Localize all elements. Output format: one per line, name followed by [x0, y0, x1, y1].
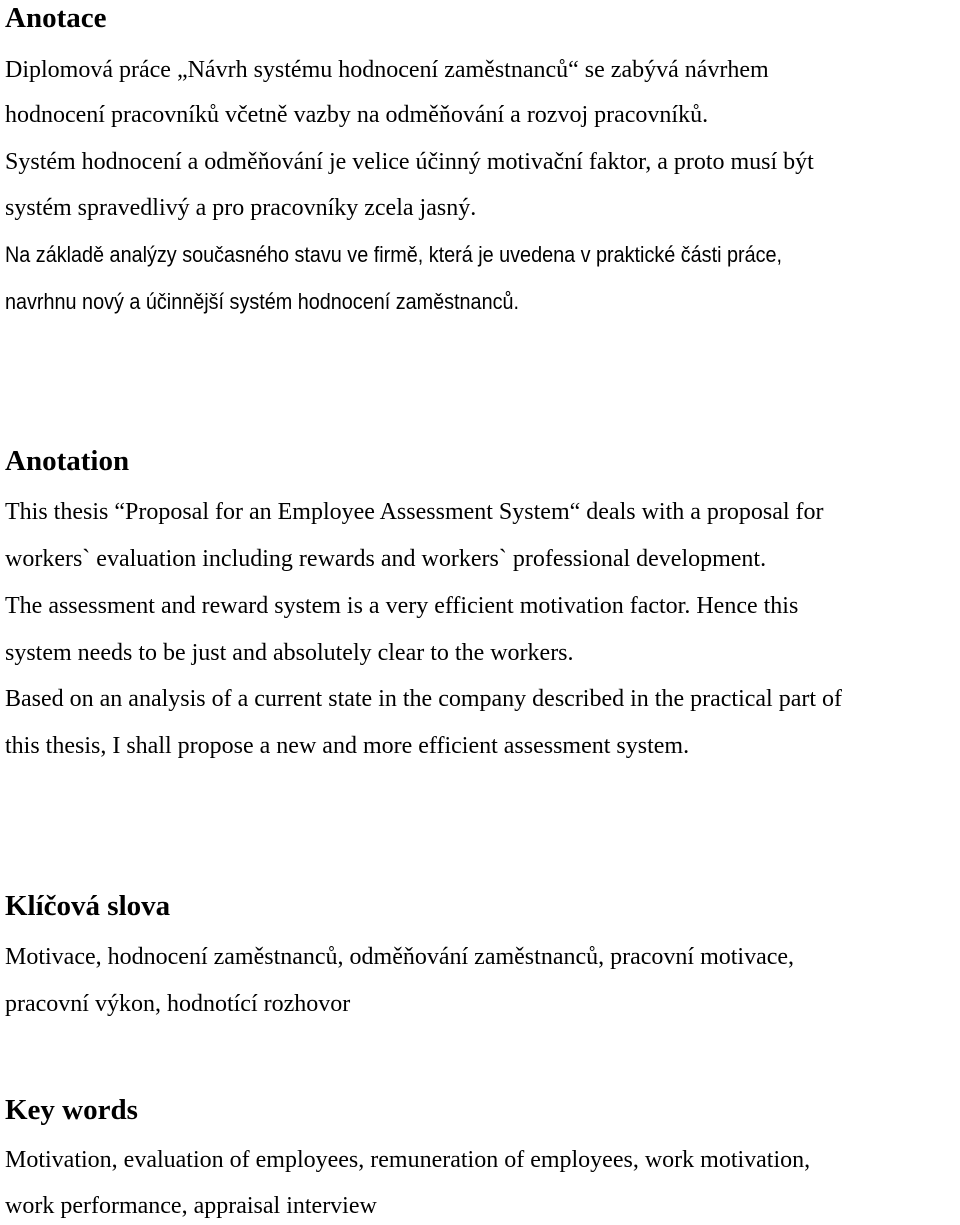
- anotace-line-6: [5, 287, 576, 317]
- anotace-line-2: hodnocení pracovníků včetně vazby na odměňování a rozvoj pracovníků.: [5, 102, 709, 128]
- anotation-line-4: system needs to be just and absolutely clear to the workers.: [5, 640, 574, 666]
- klicova-slova-line-2: pracovní výkon, hodnotící rozhovor: [5, 991, 351, 1017]
- anotace-heading: Anotace: [5, 2, 107, 34]
- anotation-line-5: Based on an analysis of a current state in the company described in the practical part of: [5, 686, 843, 712]
- key-words-line-1: Motivation, evaluation of employees, remuneration of employees, work motivation,: [5, 1147, 811, 1173]
- anotation-line-1: This thesis “Proposal for an Employee Assessment System“ deals with a proposal for: [5, 499, 824, 525]
- klicova-slova-line-1: Motivace, hodnocení zaměstnanců, odměňování zaměstnanců, pracovní motivace,: [5, 944, 795, 970]
- anotace-line-4: systém spravedlivý a pro pracovníky zcela jasný.: [5, 195, 477, 221]
- anotation-heading: Anotation: [5, 445, 130, 477]
- anotation-line-6: this thesis, I shall propose a new and more efficient assessment system.: [5, 733, 690, 759]
- anotace-line-6-text: navrhnu nový a účinnější systém hodnocení zaměstnanců.: [5, 289, 519, 314]
- anotace-line-5-text: Na základě analýzy současného stavu ve firmě, která je uvedena v praktické části práce,: [5, 242, 782, 267]
- key-words-line-2: work performance, appraisal interview: [5, 1193, 377, 1219]
- anotation-line-3: The assessment and reward system is a very efficient motivation factor. Hence this: [5, 593, 799, 619]
- klicova-slova-heading: Klíčová slova: [5, 890, 171, 922]
- anotace-line-3: Systém hodnocení a odměňování je velice účinný motivační faktor, a proto musí být: [5, 149, 814, 175]
- anotace-line-1: Diplomová práce „Návrh systému hodnocení zaměstnanců“ se zabývá návrhem: [5, 57, 769, 83]
- key-words-heading: Key words: [5, 1094, 138, 1126]
- anotation-line-2: workers` evaluation including rewards and workers` professional development.: [5, 546, 767, 572]
- anotace-line-5: [5, 240, 868, 270]
